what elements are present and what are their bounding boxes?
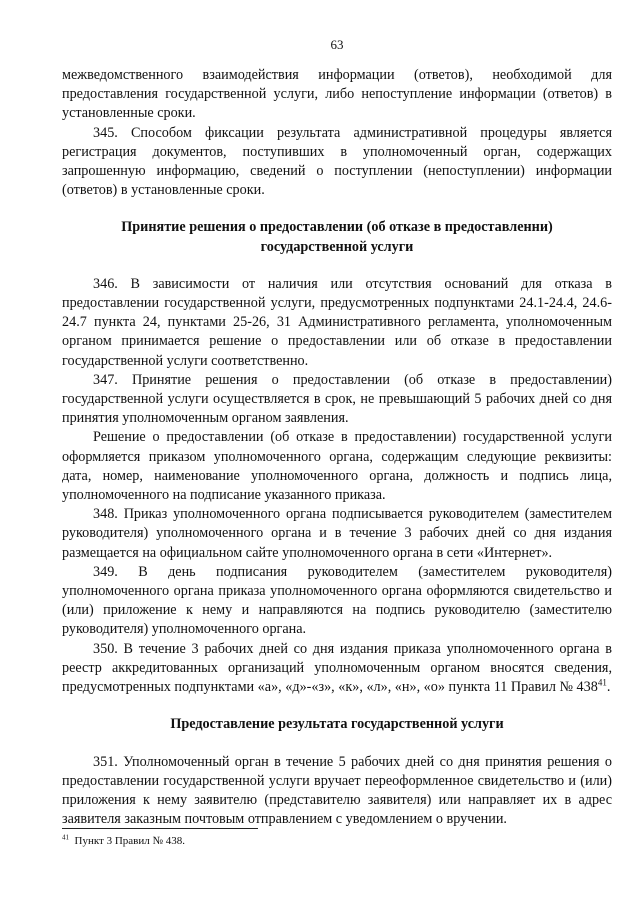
footnote-number: 41 [62,833,69,842]
paragraph-350 [62,640,612,698]
document-body [62,66,612,829]
paragraph-350-text: 350. В течение 3 рабочих дней со дня издания приказа уполномоченного органа в реестр аккредитованных организаций уполномоченным органом вносятся сведения, предусмотренных подпунктами «а», «д»-«з», «к», «л», «н», «о» пункта 11 Правил № 438 [62,640,612,696]
paragraph-continuation: межведомственного взаимодействия информации (ответов), необходимой для предоставления государственной услуги, либо непоступление информации (ответов) в установленные сроки. [62,67,612,122]
footnote-reference: 41 [597,677,607,688]
paragraph-351: 351. Уполномоченный орган в течение 5 рабочих дней со дня принятия решения о предоставлении государственной услуги вручает переоформленное свидетельство и (или) приложения к нему заявителю (представителю заявителя) или направляет их в адрес заявителя заказным почтовым отправлением с уведомлением о вручении. [62,753,612,828]
paragraph-349: 349. В день подписания руководителем (заместителем руководителя) уполномоченного органа приказа уполномоченного органа оформляются свидетельство и (или) приложение к нему и направляются на подпись руководителю (заместителю руководителя) уполномоченного органа. [62,563,612,638]
paragraph-350-tail: . [606,679,611,696]
footnote-divider [62,828,258,829]
paragraph-345: 345. Способом фиксации результата административной процедуры является регистрация документов, поступивших в уполномоченный орган, содержащих запрошенную информацию, сведений о поступлении (непоступлении) информации (ответов) в установленные сроки. [62,124,612,199]
paragraph-decision-details: Решение о предоставлении (об отказе в предоставлении) государственной услуги оформляется приказом уполномоченного органа, содержащим следующие реквизиты: дата, номер, наименование уполномоченного органа, должность и подпись лица, уполномоченного на подписание указанного приказа. [62,429,612,504]
section-heading-decision [62,218,612,256]
footnote [62,834,185,848]
document-page [62,0,612,905]
section-heading-result: Предоставление результата государственной услуги [170,716,504,733]
footnote-text: Пункт 3 Правил № 438. [74,835,185,847]
paragraph-347: 347. Принятие решения о предоставлении (об отказе в предоставлении) государственной услуги осуществляется в срок, не превышающий 5 рабочих дней со дня принятия уполномоченным органом заявления. [62,371,612,427]
paragraph-346: 346. В зависимости от наличия или отсутствия оснований для отказа в предоставлении государственной услуги, предусмотренных подпунктами 24.1-24.4, 24.6-24.7 пункта 24, пунктами 25-26, 31 Административного регламента, уполномоченным органом принимается решение о предоставлении или об отказе в предоставлении государственной услуги соответственно. [62,275,612,369]
page-number: 63 [330,37,344,52]
section-heading-decision-line2: государственной услуги [260,238,414,255]
paragraph-348: 348. Приказ уполномоченного органа подписывается руководителем (заместителем руководителя) уполномоченного органа и в течение 3 рабочих дней со дня издания размещается на официальном сайте уполномоченного органа в сети «Интернет». [62,506,612,561]
section-heading-decision-line1: Принятие решения о предоставлении (об отказе в предоставленни) [121,219,553,236]
